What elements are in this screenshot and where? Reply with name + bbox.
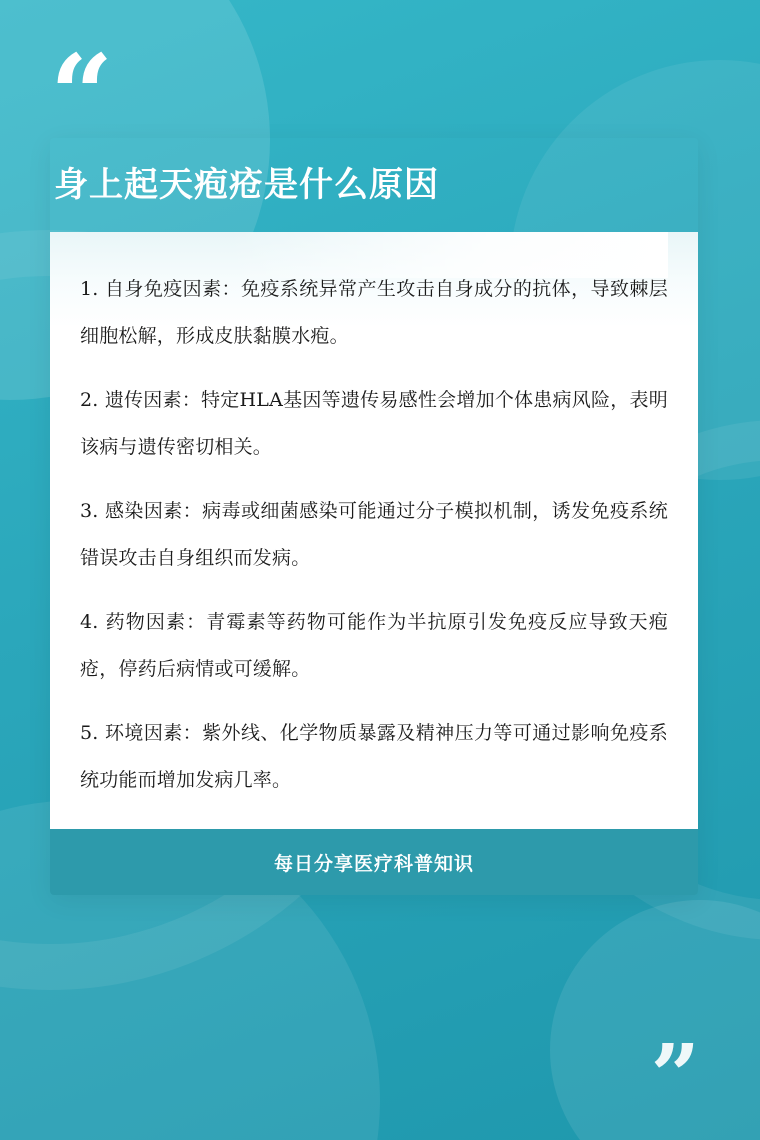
- footer-slogan: 每日分享医疗科普知识: [273, 853, 474, 875]
- list-item: 4. 药物因素：青霉素等药物可能作为半抗原引发免疫反应导致天疱疮，停药后病情或可缓解。: [80, 611, 668, 680]
- content-card: [50, 138, 698, 895]
- card-body: [50, 232, 698, 829]
- list-item: 1. 自身免疫因素：免疫系统异常产生攻击自身成分的抗体，导致棘层细胞松解，形成皮肤黏膜水疱。: [80, 278, 668, 347]
- list-item: 3. 感染因素：病毒或细菌感染可能通过分子模拟机制，诱发免疫系统错误攻击自身组织而发病。: [80, 500, 668, 569]
- card-title-band: [50, 138, 698, 232]
- page-title: 身上起天疱疮是什么原因: [54, 165, 439, 204]
- quote-close-icon: ”: [650, 1026, 702, 1127]
- quote-open-icon: “: [50, 30, 116, 159]
- card-footer: [50, 829, 698, 895]
- list-item: 2. 遗传因素：特定HLA基因等遗传易感性会增加个体患病风险，表明该病与遗传密切相关。: [80, 389, 668, 458]
- list-item: 5. 环境因素：紫外线、化学物质暴露及精神压力等可通过影响免疫系统功能而增加发病几率。: [80, 722, 668, 791]
